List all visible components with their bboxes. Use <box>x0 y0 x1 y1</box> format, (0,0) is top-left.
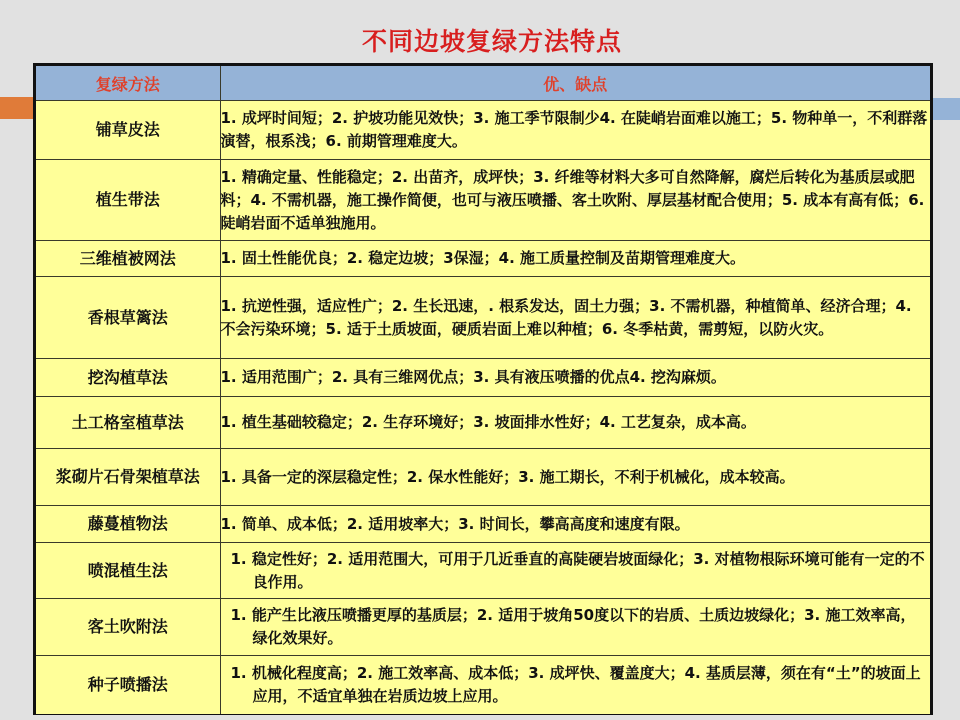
method-cell: 铺草皮法 <box>36 101 220 160</box>
method-cell: 客土吹附法 <box>36 599 220 656</box>
desc-text: 1. 能产生比液压喷播更厚的基质层；2. 适用于坡角50度以下的岩质、土质边坡绿化；3. 施工效率高，绿化效果好。 <box>230 606 916 647</box>
table-row <box>36 397 930 449</box>
orange-accent-bar <box>0 97 34 119</box>
method-cell: 香根草篱法 <box>36 277 220 359</box>
desc-cell <box>220 599 930 656</box>
desc-text: 1. 稳定性好；2. 适用范围大，可用于几近垂直的高陡硬岩坡面绿化；3. 对植物根际环境可能有一定的不良作用。 <box>230 549 925 591</box>
desc-cell: 1. 抗逆性强，适应性广；2. 生长迅速，. 根系发达，固土力强；3. 不需机器，种植简单、经济合理；4. 不会污染环境；5. 适于土质坡面，硬质岩面上难以种植；6. 冬季枯黄，需剪短，以防火灾。 <box>220 277 930 359</box>
method-cell: 喷混植生法 <box>36 543 220 599</box>
method-cell: 挖沟植草法 <box>36 359 220 397</box>
table-row <box>36 277 930 359</box>
method-cell: 浆砌片石骨架植草法 <box>36 449 220 506</box>
method-cell: 三维植被网法 <box>36 241 220 277</box>
table-row <box>36 449 930 506</box>
header-pros-cons: 优、缺点 <box>220 66 930 101</box>
table-row <box>36 506 930 543</box>
desc-cell: 1. 适用范围广；2. 具有三维网优点；3. 具有液压喷播的优点4. 挖沟麻烦。 <box>220 359 930 397</box>
table-row <box>36 599 930 656</box>
table-row <box>36 543 930 599</box>
desc-cell: 1. 具备一定的深层稳定性；2. 保水性能好；3. 施工期长，不利于机械化，成本较高。 <box>220 449 930 506</box>
slide-title: 不同边坡复绿方法特点 <box>361 27 622 56</box>
desc-cell <box>220 656 930 714</box>
table-row <box>36 359 930 397</box>
header-method: 复绿方法 <box>36 66 220 101</box>
blue-accent-bar <box>930 98 960 120</box>
table-row <box>36 160 930 241</box>
method-cell: 植生带法 <box>36 160 220 241</box>
table-row <box>36 101 930 160</box>
method-cell: 土工格室植草法 <box>36 397 220 449</box>
method-cell: 种子喷播法 <box>36 656 220 714</box>
desc-cell: 1. 成坪时间短；2. 护坡功能见效快；3. 施工季节限制少4. 在陡峭岩面难以施工；5. 物种单一，不利群落演替，根系浅；6. 前期管理难度大。 <box>220 101 930 160</box>
table-row <box>36 241 930 277</box>
table-row <box>36 656 930 714</box>
desc-cell: 1. 简单、成本低；2. 适用坡率大；3. 时间长，攀高高度和速度有限。 <box>220 506 930 543</box>
methods-table <box>33 63 933 715</box>
desc-cell <box>220 543 930 599</box>
desc-cell: 1. 精确定量、性能稳定；2. 出苗齐，成坪快；3. 纤维等材料大多可自然降解，腐烂后转化为基质层或肥料；4. 不需机器，施工操作简便，也可与液压喷播、客土吹附、厚层基材配合使用；5. 成本有高有低；6. 陡峭岩面不适单独施用。 <box>220 160 930 241</box>
desc-cell: 1. 固土性能优良；2. 稳定边坡；3保湿；4. 施工质量控制及苗期管理难度大。 <box>220 241 930 277</box>
method-cell: 藤蔓植物法 <box>36 506 220 543</box>
table-header-row <box>36 66 930 101</box>
desc-text: 1. 机械化程度高；2. 施工效率高、成本低；3. 成坪快、覆盖度大；4. 基质层薄，须在有“土”的坡面上应用，不适宜单独在岩质边坡上应用。 <box>230 663 921 705</box>
desc-cell: 1. 植生基础较稳定；2. 生存环境好；3. 坡面排水性好；4. 工艺复杂，成本高。 <box>220 397 930 449</box>
